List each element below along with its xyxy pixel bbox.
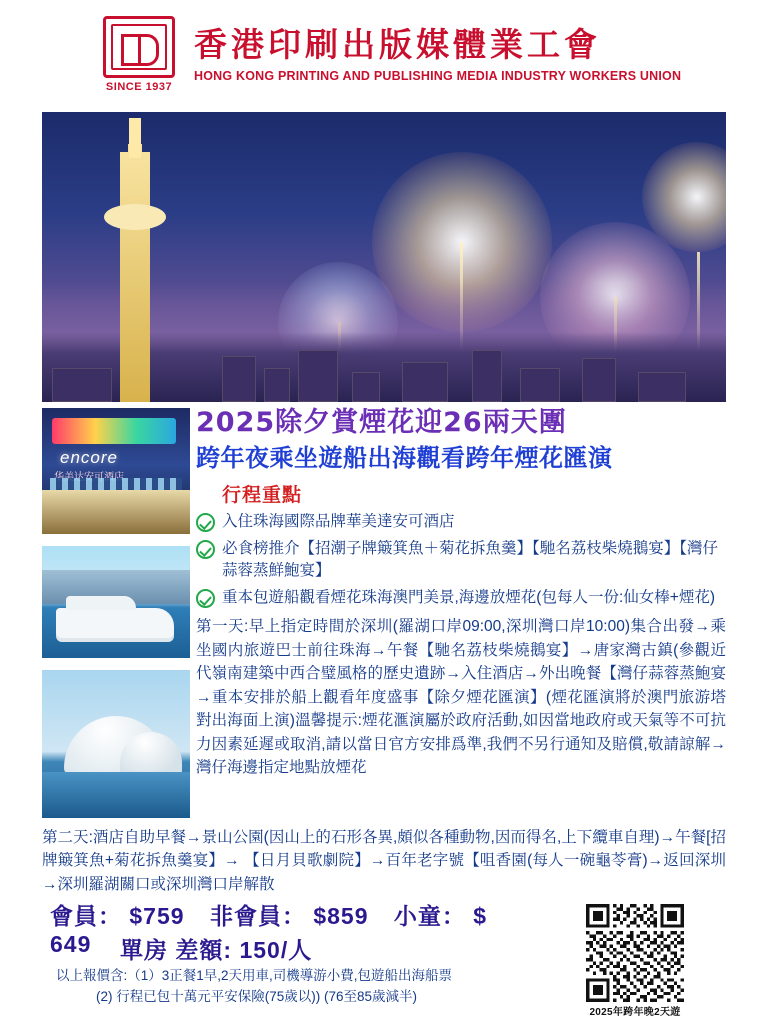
non-member-label: 非會員： [209,903,306,929]
tour-title-line2: 跨年夜乘坐遊船出海觀看跨年煙花匯演 [196,443,613,472]
hotel-podium [42,490,190,534]
hotel-sign [52,418,176,444]
sea-water [42,772,190,818]
seal-icon [103,16,175,78]
photo-ferry [42,546,190,658]
price-note-line2: (2) 行程已包十萬元平安保險(75歲以)) (76至85歲減半) [96,988,418,1004]
union-logo [96,16,182,93]
child-price: $ 649 [50,903,488,957]
highlights-heading: 行程重點 [222,485,303,507]
check-icon [196,513,215,532]
tour-description [196,406,726,780]
building [638,372,686,402]
building [582,358,616,402]
price-notes [56,966,546,1008]
building [352,372,380,402]
building [264,368,290,402]
member-price: $759 [129,903,185,929]
child-label: 小童： [393,903,466,929]
building [520,368,560,402]
qr-code-icon[interactable] [556,904,714,1002]
logo-since-label: SINCE 1937 [105,80,173,93]
check-icon [196,589,215,608]
hero-fireworks-image [42,112,726,402]
single-room-price: 150/人 [239,937,313,963]
qr-code-block[interactable] [556,904,714,1020]
hotel-brand-label: encore [60,448,118,467]
highlight-text: 重本包遊船觀看煙花珠海澳門美景,海邊放煙花(包每人一份:仙女棒+煙花) [222,589,715,607]
photo-opera-house [42,670,190,818]
qr-caption: 2025年跨年晚2天遊 [589,1007,681,1018]
check-icon [196,540,215,559]
org-title-block [182,25,768,83]
building [298,350,338,402]
building [222,356,256,402]
highlights-list [196,511,726,609]
building [402,362,448,402]
tour-title-line1: 2025除夕賞煙花迎26兩天團 [196,407,567,438]
ferry-boat [56,608,174,638]
price-note-line1: 以上報價含:（1）3正餐1早,2天用車,司機導游小費,包遊船出海船票 [56,968,453,983]
building [472,350,502,402]
itinerary-day2: 第二天:酒店自助早餐→景山公園(因山上的石形各異,頗似各種動物,因而得名,上下纜車自理)→午餐[招牌簸箕魚+菊花拆魚羹宴】→ 【日月貝歌劇院】→百年老字號【咀香園(每人一碗龜苓膏)→返回深圳→深圳羅湖關口或深圳灣口岸解散 [42,829,726,893]
org-name-cn: 香港印刷出版媒體業工會 [194,25,601,65]
macau-tower [120,152,150,402]
single-room-label: 單房 差額: [120,937,233,963]
itinerary-day1: 第一天:早上指定時間於深圳(羅湖口岸09:00,深圳灣口岸10:00)集合出發→乘坐國内旅遊巴士前往珠海→午餐【馳名荔枝柴燒鵝宴】→唐家灣古鎮(參觀近代嶺南建築中西合璧風格的歷史遺跡→入住酒店→外出晚餐【灣仔蒜蓉蒸鮑宴→重本安排於船上觀看年度盛事【除夕煙花匯演】(煙花匯演將於澳門旅游塔對出海面上演)溫馨提示:煙花滙演屬於政府活動,如因當地政府或天氣等不可抗力因素延遲或取消,請以當日官方安排爲準,我們不另行通知及賠償,敬請諒解→灣仔海邊指定地點放煙花 [196,618,726,777]
org-name-en: HONG KONG PRINTING AND PUBLISHING MEDIA INDUSTRY WORKERS UNION [194,68,682,83]
highlight-text: 必食榜推介【招潮子牌簸箕魚＋菊花拆魚羹】【馳名荔枝柴燒鵝宴】【灣仔蒜蓉蒸鮮鮑宴】 [222,540,719,580]
single-room-row [120,932,312,965]
highlight-text: 入住珠海國際品牌華美達安可酒店 [222,513,455,531]
list-item [196,587,726,609]
page-header [0,0,768,104]
non-member-price: $859 [313,903,369,929]
building [52,368,112,402]
list-item [196,511,726,533]
list-item [196,538,726,582]
member-label: 會員： [50,903,122,929]
photo-hotel [42,408,190,534]
